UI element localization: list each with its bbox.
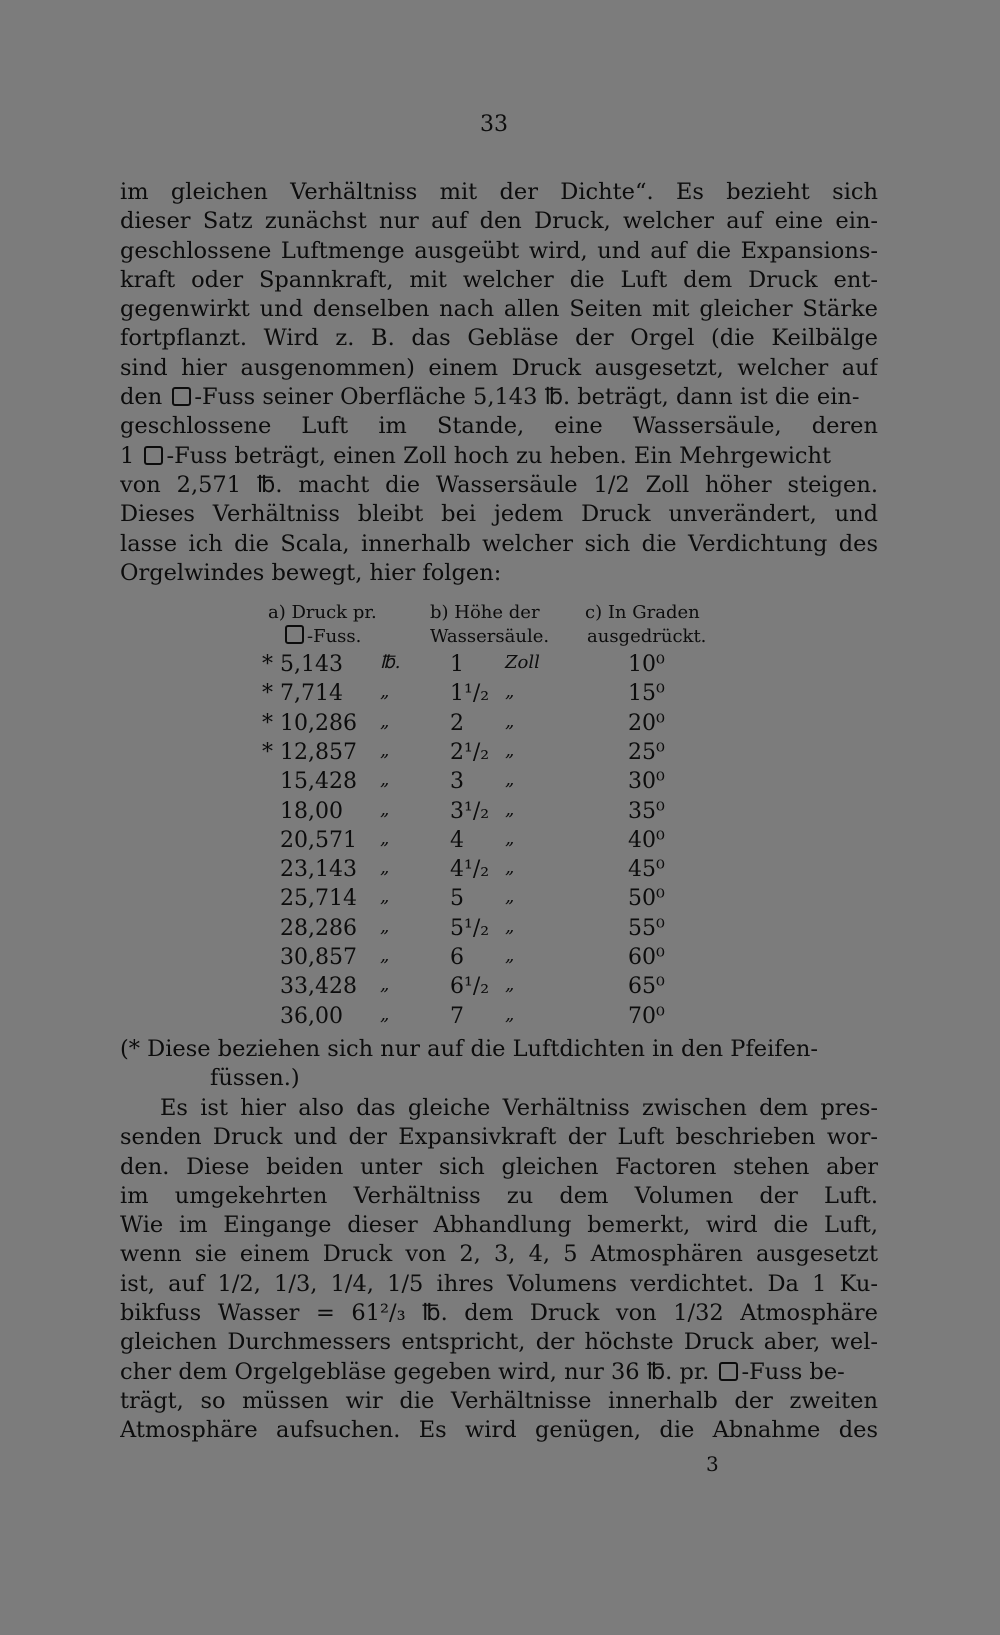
signature-mark: 3 (706, 1452, 719, 1476)
table-cell-u1: „ (380, 1003, 390, 1025)
table-cell-druck: 30,857 (280, 945, 357, 970)
text-line: fortpflanzt. Wird z. B. das Gebläse der Orgel (die Keilbälge (120, 325, 878, 352)
text-line: lasse ich die Scala, innerhalb welcher sich die Verdichtung des (120, 530, 878, 557)
text-line: (* Diese beziehen sich nur auf die Luftdichten in den Pfeifen- (120, 1036, 819, 1062)
text-line: bikfuss Wasser = 61²/₃ ℔. dem Druck von 1/32 Atmosphäre (120, 1300, 878, 1327)
table-cell-u2: Zoll (505, 652, 540, 673)
table-cell-u2: „ (505, 915, 515, 937)
table-cell-u2: „ (505, 827, 515, 849)
table-cell-grad: 50⁰ (628, 886, 665, 912)
table-row (0, 945, 1000, 974)
table-cell-hoehe: 6¹/₂ (450, 974, 490, 1000)
column-header-a-sub (282, 624, 361, 649)
table-cell-druck: 15,428 (280, 769, 357, 795)
square-symbol-icon (172, 387, 191, 406)
table-cell-hoehe: 3¹/₂ (450, 798, 490, 824)
text-line (120, 442, 878, 471)
table-cell-hoehe: 6 (450, 945, 464, 970)
table-row (0, 974, 1000, 1003)
table-cell-u1: „ (380, 827, 390, 849)
table-cell-grad: 70⁰ (628, 1003, 665, 1029)
table-row (0, 916, 1000, 945)
column-header-a: a) Druck pr. (268, 602, 377, 623)
table-cell-druck: 12,857 (280, 739, 357, 765)
table-cell-u1: „ (380, 739, 390, 761)
table-cell-druck: 25,714 (280, 886, 357, 912)
text-line: füssen.) (210, 1065, 300, 1092)
table-cell-druck: 5,143 (280, 652, 343, 677)
table-cell-grad: 25⁰ (628, 739, 665, 765)
table-row (0, 711, 1000, 740)
table-cell-u2: „ (505, 769, 515, 791)
column-header-c-sub: ausgedrückt. (587, 626, 707, 647)
table-row (0, 828, 1000, 857)
table-cell-u2: „ (505, 945, 515, 966)
text-line: gleichen Durchmessers entspricht, der höchste Druck aber, wel- (120, 1329, 878, 1356)
text-line (120, 1358, 878, 1387)
table-cell-grad: 65⁰ (628, 974, 665, 1000)
footnote (120, 1035, 878, 1094)
table-cell-hoehe: 4 (450, 827, 464, 853)
table-cell-grad: 35⁰ (628, 798, 665, 824)
text-fragment: -Fuss beträgt, einen Zoll hoch zu heben. Ein Mehrgewicht (166, 442, 832, 469)
table-cell-u2: „ (505, 974, 515, 996)
table-cell-druck: 28,286 (280, 915, 357, 941)
text-fragment: -Fuss be- (741, 1358, 845, 1385)
table-cell-u1: „ (380, 798, 390, 820)
table-cell-u2: „ (505, 681, 515, 703)
text-line: geschlossene Luftmenge ausgeübt wird, und auf die Expansions- (120, 237, 878, 264)
text-line: Es ist hier also das gleiche Verhältniss zwischen dem pres- (160, 1095, 878, 1121)
column-header-b: b) Höhe der (430, 602, 540, 623)
table-cell-grad: 10⁰ (628, 652, 665, 677)
table-cell-hoehe: 2¹/₂ (450, 739, 490, 765)
table-cell-grad: 45⁰ (628, 857, 665, 883)
table-cell-u1: „ (380, 945, 390, 966)
text-line: Atmosphäre aufsuchen. Es wird genügen, die Abnahme des (120, 1417, 878, 1444)
table-cell-star: * (262, 681, 273, 707)
table-cell-u1: „ (380, 974, 390, 996)
table-cell-u2: „ (505, 710, 515, 732)
table-cell-hoehe: 7 (450, 1003, 464, 1029)
paragraph-2 (120, 1094, 878, 1446)
text-line: gegenwirkt und denselben nach allen Seiten mit gleicher Stärke (120, 296, 878, 323)
table-cell-u1: „ (380, 769, 390, 791)
table-cell-u1: ℔. (380, 652, 401, 673)
table-cell-star: * (262, 739, 273, 765)
table-cell-grad: 55⁰ (628, 915, 665, 941)
table-cell-u1: „ (380, 681, 390, 703)
table-cell-druck: 18,00 (280, 798, 343, 824)
table-cell-star: * (262, 652, 273, 677)
table-cell-grad: 40⁰ (628, 827, 665, 853)
table-row (0, 769, 1000, 798)
table-cell-grad: 20⁰ (628, 710, 665, 736)
table-row (0, 799, 1000, 828)
table-cell-u1: „ (380, 857, 390, 879)
text-line: im umgekehrten Verhältniss zu dem Volumen der Luft. (120, 1182, 878, 1209)
text-line: senden Druck und der Expansivkraft der Luft beschrieben wor- (120, 1124, 878, 1151)
text-line: den. Diese beiden unter sich gleichen Factoren stehen aber (120, 1153, 878, 1180)
table-row (0, 886, 1000, 915)
text-fragment: 1 (120, 442, 135, 469)
text-line (120, 383, 878, 412)
table-cell-hoehe: 3 (450, 769, 464, 795)
square-symbol-icon (144, 446, 163, 465)
table-cell-u2: „ (505, 857, 515, 879)
table-cell-hoehe: 5 (450, 886, 464, 912)
text-line: sind hier ausgenommen) einem Druck ausgesetzt, welcher auf (120, 354, 878, 381)
table-row (0, 681, 1000, 710)
text-line: trägt, so müssen wir die Verhältnisse innerhalb der zweiten (120, 1387, 878, 1414)
table-row (0, 652, 1000, 681)
table-row (0, 857, 1000, 886)
table-cell-druck: 23,143 (280, 857, 357, 883)
table-cell-grad: 15⁰ (628, 681, 665, 707)
table-cell-hoehe: 1¹/₂ (450, 681, 490, 707)
table-cell-u2: „ (505, 798, 515, 820)
text-line: geschlossene Luft im Stande, eine Wassersäule, deren (120, 413, 878, 440)
table-cell-druck: 33,428 (280, 974, 357, 1000)
text-line: von 2,571 ℔. macht die Wassersäule 1/2 Zoll höher steigen. (120, 471, 878, 498)
table-cell-u2: „ (505, 739, 515, 761)
table-cell-u1: „ (380, 710, 390, 732)
text-line: Wie im Eingange dieser Abhandlung bemerkt, wird die Luft, (120, 1212, 878, 1239)
table-cell-u1: „ (380, 886, 390, 908)
table-cell-druck: 10,286 (280, 710, 357, 736)
table-cell-druck: 36,00 (280, 1003, 343, 1029)
column-header-b-sub: Wassersäule. (430, 626, 550, 647)
table-row (0, 740, 1000, 769)
table-cell-grad: 30⁰ (628, 769, 665, 795)
table-cell-hoehe: 1 (450, 652, 464, 677)
text-line: Orgelwindes bewegt, hier folgen: (120, 559, 502, 586)
text-line: kraft oder Spannkraft, mit welcher die Luft dem Druck ent- (120, 266, 878, 293)
table-cell-grad: 60⁰ (628, 945, 665, 970)
text-fragment: -Fuss seiner Oberfläche 5,143 ℔. beträgt, dann ist die ein- (194, 384, 860, 411)
table-cell-hoehe: 2 (450, 710, 464, 736)
table-cell-u1: „ (380, 915, 390, 937)
table-row (0, 1004, 1000, 1033)
text-line: wenn sie einem Druck von 2, 3, 4, 5 Atmosphären ausgesetzt (120, 1241, 878, 1268)
table-cell-hoehe: 4¹/₂ (450, 857, 490, 883)
text-fragment: -Fuss. (307, 626, 362, 647)
paragraph-1 (120, 178, 878, 588)
table-cell-u2: „ (505, 1003, 515, 1025)
text-line: dieser Satz zunächst nur auf den Druck, welcher auf eine ein- (120, 208, 878, 235)
table-cell-druck: 20,571 (280, 827, 357, 853)
page-number: 33 (480, 112, 508, 137)
text-line: Dieses Verhältniss bleibt bei jedem Druck unverändert, und (120, 501, 878, 528)
table-cell-druck: 7,714 (280, 681, 343, 707)
text-fragment: den (120, 384, 163, 411)
text-fragment: cher dem Orgelgebläse gegeben wird, nur 36 ℔. pr. (120, 1358, 710, 1385)
square-symbol-icon (285, 625, 304, 644)
table-cell-hoehe: 5¹/₂ (450, 915, 490, 941)
square-symbol-icon (719, 1362, 738, 1381)
text-line: im gleichen Verhältniss mit der Dichte“. Es bezieht sich (120, 179, 878, 205)
column-header-c: c) In Graden (585, 602, 700, 623)
text-line: ist, auf 1/2, 1/3, 1/4, 1/5 ihres Volumens verdichtet. Da 1 Ku- (120, 1270, 878, 1297)
table-cell-star: * (262, 710, 273, 736)
table-cell-u2: „ (505, 886, 515, 908)
